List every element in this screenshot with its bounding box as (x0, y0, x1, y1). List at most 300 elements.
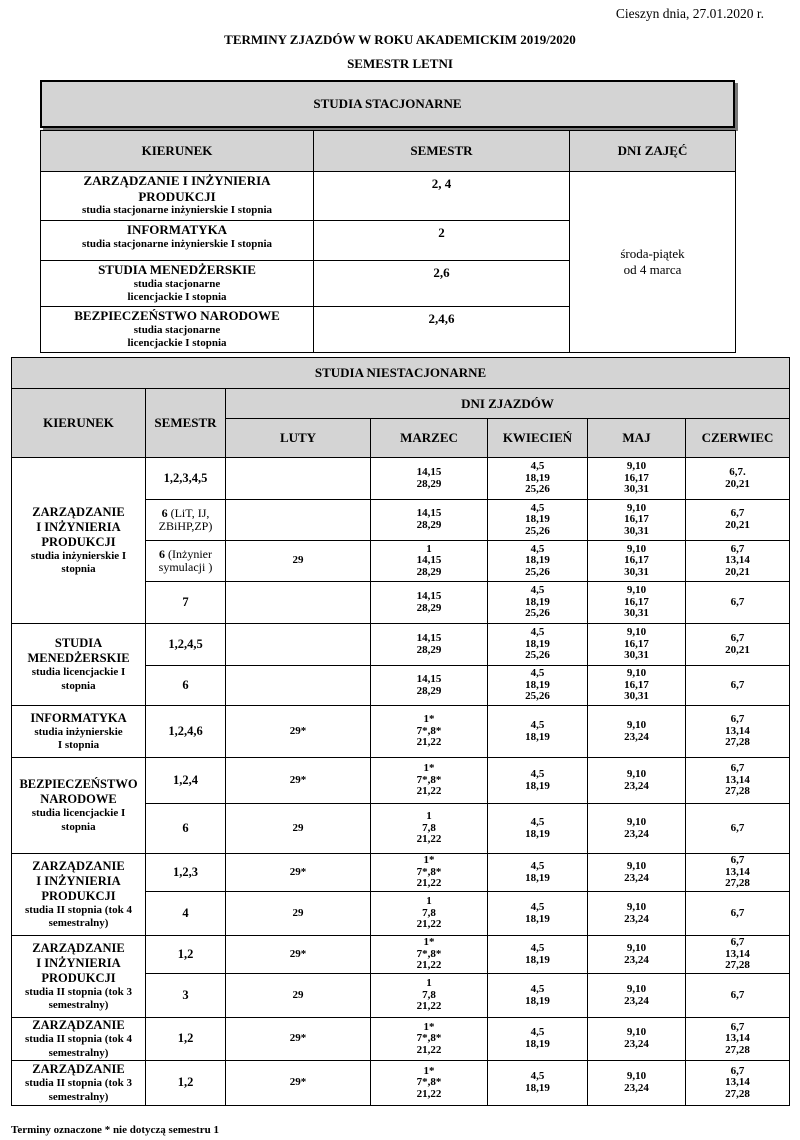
kwiecien-cell (488, 758, 588, 804)
kierunek-name: I INŻYNIERIA (36, 955, 121, 970)
kierunek-cell (12, 1018, 146, 1061)
date-line: 6,7 (730, 713, 745, 726)
luty-cell (226, 541, 371, 582)
date-line: 9,10 (626, 667, 647, 680)
czerwiec-cell (686, 974, 790, 1018)
date-line: 29* (289, 773, 307, 786)
date-line: 21,22 (416, 959, 442, 972)
semestr-cell (146, 541, 226, 582)
kierunek-subtitle: studia inżynierskie I (30, 549, 127, 562)
date-line: 29 (292, 906, 304, 919)
semestr-cell: 2, 4 (314, 172, 570, 221)
date-line: 25,26 (525, 565, 550, 578)
semestr-line: ZBiHP,ZP) (158, 519, 213, 533)
date-line: 6,7 (730, 762, 745, 775)
date-line: 25,26 (525, 649, 550, 662)
kwiecien-cell (488, 892, 588, 936)
date-line: 1* (423, 713, 435, 726)
date-line: 23,24 (624, 730, 649, 743)
date-line: 21,22 (416, 833, 442, 846)
maj-cell (588, 582, 686, 624)
date-line: 6,7 (730, 936, 745, 949)
kwiecien-cell (488, 582, 588, 624)
maj-cell (588, 706, 686, 758)
semestr-cell (146, 974, 226, 1018)
kierunek-name: INFORMATYKA (30, 710, 127, 725)
semestr-cell (146, 1061, 226, 1106)
date-line: 4,5 (530, 667, 545, 680)
date-line: 13,14 (725, 947, 750, 960)
semestr-cell: 2 (314, 221, 570, 261)
date-line: 1* (423, 1064, 435, 1077)
semestr-cell (146, 936, 226, 974)
date-line: 30,31 (624, 524, 649, 537)
date-line: 14,15 (416, 465, 442, 478)
date-line: 1* (423, 936, 435, 949)
marzec-cell (371, 1018, 488, 1061)
marzec-cell (371, 500, 488, 541)
niestacjonarne-table (11, 357, 790, 1106)
kierunek-cell (12, 624, 146, 706)
date-line: 18,19 (525, 1038, 550, 1050)
marzec-cell (371, 758, 488, 804)
kierunek-name: PRODUKCJI (41, 534, 116, 549)
date-line: 29 (292, 554, 304, 567)
kierunek-name: STUDIA MENEDŻERSKIE (98, 262, 256, 277)
czerwiec-cell (686, 666, 790, 706)
semestr-cell (146, 706, 226, 758)
semestr-cell (146, 624, 226, 666)
dni-zajec-cell (570, 172, 736, 353)
date-line: 21,22 (416, 736, 442, 749)
date-line: 9,10 (626, 626, 647, 639)
kierunek-name: I INŻYNIERIA (36, 519, 121, 534)
date-line: 9,10 (626, 859, 647, 872)
semestr-cell: 2,4,6 (314, 307, 570, 353)
date-line: 21,22 (416, 877, 442, 890)
date-line: 18,19 (525, 637, 550, 650)
kierunek-name: ZARZĄDZANIE I INŻYNIERIA (83, 173, 271, 188)
semestr-line: 1,2,4,6 (168, 723, 203, 738)
date-line: 28,29 (416, 477, 442, 490)
semestr-cell (146, 500, 226, 541)
czerwiec-cell (686, 892, 790, 936)
date-line: 9,10 (626, 1026, 647, 1039)
date-line: 9,10 (626, 941, 647, 954)
date-line: 9,10 (626, 815, 647, 828)
kwiecien-cell (488, 666, 588, 706)
date-line: 7,8 (422, 821, 436, 834)
marzec-cell (371, 974, 488, 1018)
date-line: 4,5 (530, 900, 545, 913)
semestr-line: 4 (182, 905, 189, 920)
date-line: 30,31 (624, 565, 649, 578)
kierunek-subtitle: studia licencjackie I (31, 807, 126, 820)
date-line: 27,28 (725, 959, 750, 972)
kwiecien-cell (488, 541, 588, 582)
luty-cell (226, 624, 371, 666)
semestr-line: 6 (Inżynier (159, 547, 212, 562)
kierunek-cell (12, 936, 146, 1018)
page-title: TERMINY ZJAZDÓW W ROKU AKADEMICKIM 2019/2020 (224, 32, 576, 47)
kierunek-name: STUDIA (54, 636, 103, 651)
czerwiec-cell (686, 758, 790, 804)
date-line: 6,7 (730, 906, 745, 919)
maj-cell (588, 624, 686, 666)
maj-cell (588, 1061, 686, 1106)
luty-cell (226, 706, 371, 758)
kwiecien-cell (488, 974, 588, 1018)
date-line: 28,29 (416, 519, 442, 531)
kierunek-cell (12, 458, 146, 624)
date-line: 25,26 (525, 690, 550, 703)
kierunek-subtitle: I stopnia (57, 739, 100, 751)
date-line: 9,10 (626, 542, 647, 555)
dni-zajec-line: środa-piątek (620, 246, 685, 262)
schedule-row (12, 1018, 790, 1061)
date-line: 18,19 (525, 994, 550, 1007)
date-line: 25,26 (525, 524, 550, 537)
maj-cell (588, 1018, 686, 1061)
luty-cell (226, 758, 371, 804)
date-line: 6,7 (730, 631, 745, 644)
date-line: 13,14 (725, 1032, 750, 1045)
date-line: 9,10 (626, 1070, 647, 1083)
date-line: 30,31 (624, 690, 649, 703)
date-line: 4,5 (530, 982, 545, 995)
kwiecien-cell (488, 804, 588, 854)
schedule-row (12, 1061, 790, 1106)
kierunek-cell (41, 221, 314, 261)
czerwiec-cell (686, 624, 790, 666)
marzec-cell (371, 804, 488, 854)
date-line: 1 (426, 542, 432, 555)
semestr-line: 1,2 (177, 1075, 194, 1090)
date-line: 29* (289, 1032, 307, 1045)
kwiecien-cell (488, 500, 588, 541)
kierunek-subtitle: studia II stopnia (tok 4 (25, 903, 132, 916)
date-line: 4,5 (530, 1070, 545, 1083)
date-line: 23,24 (624, 953, 649, 966)
date-line: 18,19 (525, 1082, 550, 1094)
date-line: 29* (289, 1076, 307, 1089)
month-header: LUTY (226, 419, 371, 458)
date-line: 28,29 (416, 565, 442, 578)
date-line: 1 (426, 895, 432, 908)
date-line: 18,19 (525, 595, 550, 608)
czerwiec-cell (686, 706, 790, 758)
kierunek-name: PRODUKCJI (138, 188, 216, 204)
date-line: 1 (426, 977, 432, 990)
date-line: 20,21 (725, 519, 750, 531)
kierunek-cell (12, 758, 146, 854)
date-line: 30,31 (624, 649, 649, 662)
maj-cell (588, 758, 686, 804)
date-line: 4,5 (530, 460, 545, 473)
maj-cell (588, 804, 686, 854)
marzec-cell (371, 458, 488, 500)
date-line: 16,17 (624, 554, 649, 567)
luty-cell (226, 854, 371, 892)
kierunek-cell (12, 706, 146, 758)
month-header: MARZEC (371, 419, 488, 458)
schedule-row (12, 624, 790, 666)
date-line: 27,28 (725, 1087, 750, 1100)
date-line: 28,29 (416, 643, 442, 656)
header-kierunek: KIERUNEK (12, 389, 146, 458)
kierunek-subtitle: studia stacjonarne inżynierskie I stopnia (81, 237, 273, 250)
kierunek-name: ZARZĄDZANIE (32, 1062, 125, 1077)
date-line: 28,29 (416, 601, 442, 614)
kierunek-subtitle: studia stacjonarne (133, 323, 221, 336)
date-line: 7*,8* (416, 947, 442, 960)
kierunek-name: I INŻYNIERIA (36, 873, 121, 888)
date-line: 1* (423, 1020, 435, 1033)
kwiecien-cell (488, 1018, 588, 1061)
semestr-cell (146, 458, 226, 500)
kierunek-subtitle: studia licencjackie I (31, 666, 126, 679)
semestr-cell (146, 892, 226, 936)
date-line: 4,5 (530, 501, 545, 514)
kierunek-name: BEZPIECZEŃSTWO (19, 777, 138, 792)
semestr-cell (146, 582, 226, 624)
czerwiec-cell (686, 541, 790, 582)
date-line: 29 (292, 821, 304, 834)
date-line: 6,7 (730, 595, 745, 608)
kierunek-name: ZARZĄDZANIE (32, 1018, 125, 1033)
stacjonarne-row (41, 172, 736, 221)
luty-cell (226, 892, 371, 936)
date-line: 7*,8* (416, 724, 442, 737)
date-line: 13,14 (725, 865, 750, 878)
header-semestr: SEMESTR (146, 389, 226, 458)
date-line: 21,22 (416, 1000, 442, 1013)
date-line: 23,24 (624, 871, 649, 884)
maj-cell (588, 974, 686, 1018)
date-line: 4,5 (530, 859, 545, 872)
date-line: 29* (289, 865, 307, 878)
date-line: 21,22 (416, 1043, 442, 1056)
date-line: 23,24 (624, 1082, 649, 1094)
kierunek-cell (12, 854, 146, 936)
czerwiec-cell (686, 1018, 790, 1061)
czerwiec-cell (686, 804, 790, 854)
dni-zajec-line: od 4 marca (623, 262, 682, 277)
semestr-line: symulacji ) (158, 560, 213, 574)
date-line: 6,7 (730, 1064, 745, 1077)
date-line: 27,28 (725, 736, 750, 749)
marzec-cell (371, 936, 488, 974)
kierunek-subtitle: stopnia (61, 820, 96, 833)
semestr-line: 1,2,4 (173, 772, 198, 787)
date-line: 4,5 (530, 542, 545, 555)
date-line: 9,10 (626, 584, 647, 597)
kierunek-subtitle: studia II stopnia (tok 3 (25, 985, 132, 998)
kierunek-cell (41, 172, 314, 221)
semestr-cell: 2,6 (314, 261, 570, 307)
date-line: 6,7 (730, 988, 745, 1001)
date-line: 25,26 (525, 483, 550, 496)
luty-cell (226, 1061, 371, 1106)
kierunek-subtitle: semestralny) (48, 999, 109, 1011)
kierunek-name: PRODUKCJI (41, 888, 116, 903)
date-line: 18,19 (525, 953, 550, 966)
maj-cell (588, 854, 686, 892)
kierunek-subtitle: semestralny) (48, 1046, 109, 1059)
date-line: 21,22 (416, 1087, 442, 1100)
date-line: 7,8 (422, 906, 436, 919)
kierunek-subtitle: licencjackie I stopnia (127, 290, 227, 303)
date-line: 23,24 (624, 827, 649, 840)
luty-cell (226, 804, 371, 854)
date-line: 6,7 (730, 507, 745, 520)
date-line: 18,19 (525, 471, 550, 484)
date-line: 21,22 (416, 785, 442, 798)
kierunek-subtitle: studia II stopnia (tok 3 (25, 1077, 132, 1090)
marzec-cell (371, 854, 488, 892)
date-line: 9,10 (626, 900, 647, 913)
czerwiec-cell (686, 1061, 790, 1106)
semestr-cell (146, 854, 226, 892)
luty-cell (226, 582, 371, 624)
date-line: 18,19 (525, 513, 550, 526)
date-line: 25,26 (525, 607, 550, 620)
date-line: 16,17 (624, 513, 649, 526)
semestr-line: 1,2,3 (173, 864, 198, 879)
kierunek-name: ZARZĄDZANIE (32, 940, 125, 955)
kwiecien-cell (488, 706, 588, 758)
header-dni-zjazdow: DNI ZJAZDÓW (226, 389, 790, 419)
kierunek-name: INFORMATYKA (126, 222, 228, 237)
date-line: 7*,8* (416, 1076, 442, 1089)
maj-cell (588, 458, 686, 500)
marzec-cell (371, 624, 488, 666)
date-line: 30,31 (624, 483, 649, 496)
semestr-line: 6 (LiT, IJ, (161, 506, 210, 521)
date-line: 4,5 (530, 626, 545, 639)
date-line: 6,7 (730, 854, 745, 867)
month-header: MAJ (588, 419, 686, 458)
kierunek-cell (41, 307, 314, 353)
date-line: 14,15 (416, 631, 442, 644)
date-line: 4,5 (530, 1026, 545, 1039)
kierunek-name: ZARZĄDZANIE (32, 858, 125, 873)
kierunek-name: ZARZĄDZANIE (32, 504, 125, 519)
kierunek-name: BEZPIECZEŃSTWO NARODOWE (74, 308, 280, 323)
kierunek-subtitle: semestralny) (48, 917, 109, 929)
date-line: 27,28 (725, 1043, 750, 1056)
date-line: 9,10 (626, 718, 647, 731)
page-subtitle: SEMESTR LETNI (347, 56, 453, 71)
luty-cell (226, 500, 371, 541)
date-line: 9,10 (626, 767, 647, 780)
kwiecien-cell (488, 624, 588, 666)
maj-cell (588, 892, 686, 936)
kierunek-subtitle: studia stacjonarne (133, 277, 221, 290)
date-line: 23,24 (624, 779, 649, 792)
date-line: 14,15 (416, 589, 442, 602)
date-line: 7*,8* (416, 1032, 442, 1045)
maj-cell (588, 936, 686, 974)
kierunek-cell (41, 261, 314, 307)
date-line: 4,5 (530, 584, 545, 597)
date-line: 18,19 (525, 779, 550, 792)
date-line: 16,17 (624, 678, 649, 691)
marzec-cell (371, 582, 488, 624)
date-line: 13,14 (725, 554, 750, 567)
czerwiec-cell (686, 458, 790, 500)
maj-cell (588, 541, 686, 582)
date-line: 4,5 (530, 718, 545, 731)
date-line: 29* (289, 947, 307, 960)
kierunek-subtitle: studia inżynierskie (34, 725, 123, 738)
schedule-row (12, 936, 790, 974)
semestr-cell (146, 758, 226, 804)
date-line: 13,14 (725, 773, 750, 786)
luty-cell (226, 1018, 371, 1061)
date-line: 29 (292, 988, 304, 1001)
stacjonarne-header-row (41, 131, 736, 172)
marzec-cell (371, 1061, 488, 1106)
semestr-line: 6 (182, 820, 189, 835)
semestr-line: 1,2,3,4,5 (163, 470, 208, 485)
semestr-cell (146, 666, 226, 706)
month-header: KWIECIEŃ (488, 419, 588, 458)
semestr-line: 1,2 (177, 946, 194, 961)
kierunek-subtitle: stopnia (61, 563, 96, 575)
date-line: 13,14 (725, 724, 750, 737)
maj-cell (588, 500, 686, 541)
date-line: 9,10 (626, 982, 647, 995)
date-line: 14,15 (416, 507, 442, 520)
kierunek-subtitle: licencjackie I stopnia (127, 336, 227, 349)
kierunek-name: NARODOWE (40, 792, 117, 807)
semestr-cell (146, 804, 226, 854)
luty-cell (226, 936, 371, 974)
date-line: 4,5 (530, 941, 545, 954)
date-line: 14,15 (416, 672, 442, 685)
kierunek-subtitle: stopnia (61, 679, 96, 692)
date-line: 7*,8* (416, 865, 442, 878)
marzec-cell (371, 666, 488, 706)
kwiecien-cell (488, 1061, 588, 1106)
date-line: 23,24 (624, 912, 649, 925)
niestacjonarne-header-row (12, 389, 790, 419)
czerwiec-cell (686, 936, 790, 974)
date-line: 18,19 (525, 871, 550, 884)
date-line: 7*,8* (416, 773, 442, 786)
date-line: 7,8 (422, 988, 436, 1001)
date-line: 16,17 (624, 595, 649, 608)
schedule-row (12, 758, 790, 804)
kwiecien-cell (488, 458, 588, 500)
czerwiec-cell (686, 500, 790, 541)
kwiecien-cell (488, 936, 588, 974)
date-line: 20,21 (725, 477, 750, 490)
semestr-cell (146, 1018, 226, 1061)
date-line: 14,15 (416, 554, 442, 567)
kierunek-subtitle: studia II stopnia (tok 4 (25, 1033, 132, 1046)
date-line: 1* (423, 854, 435, 867)
date-line: 4,5 (530, 767, 545, 780)
date-line: 6,7 (730, 821, 745, 834)
kwiecien-cell (488, 854, 588, 892)
date-line: 21,22 (416, 918, 442, 931)
header-semestr: SEMESTR (314, 131, 570, 172)
czerwiec-cell (686, 854, 790, 892)
date-line: 18,19 (525, 827, 550, 840)
marzec-cell (371, 541, 488, 582)
